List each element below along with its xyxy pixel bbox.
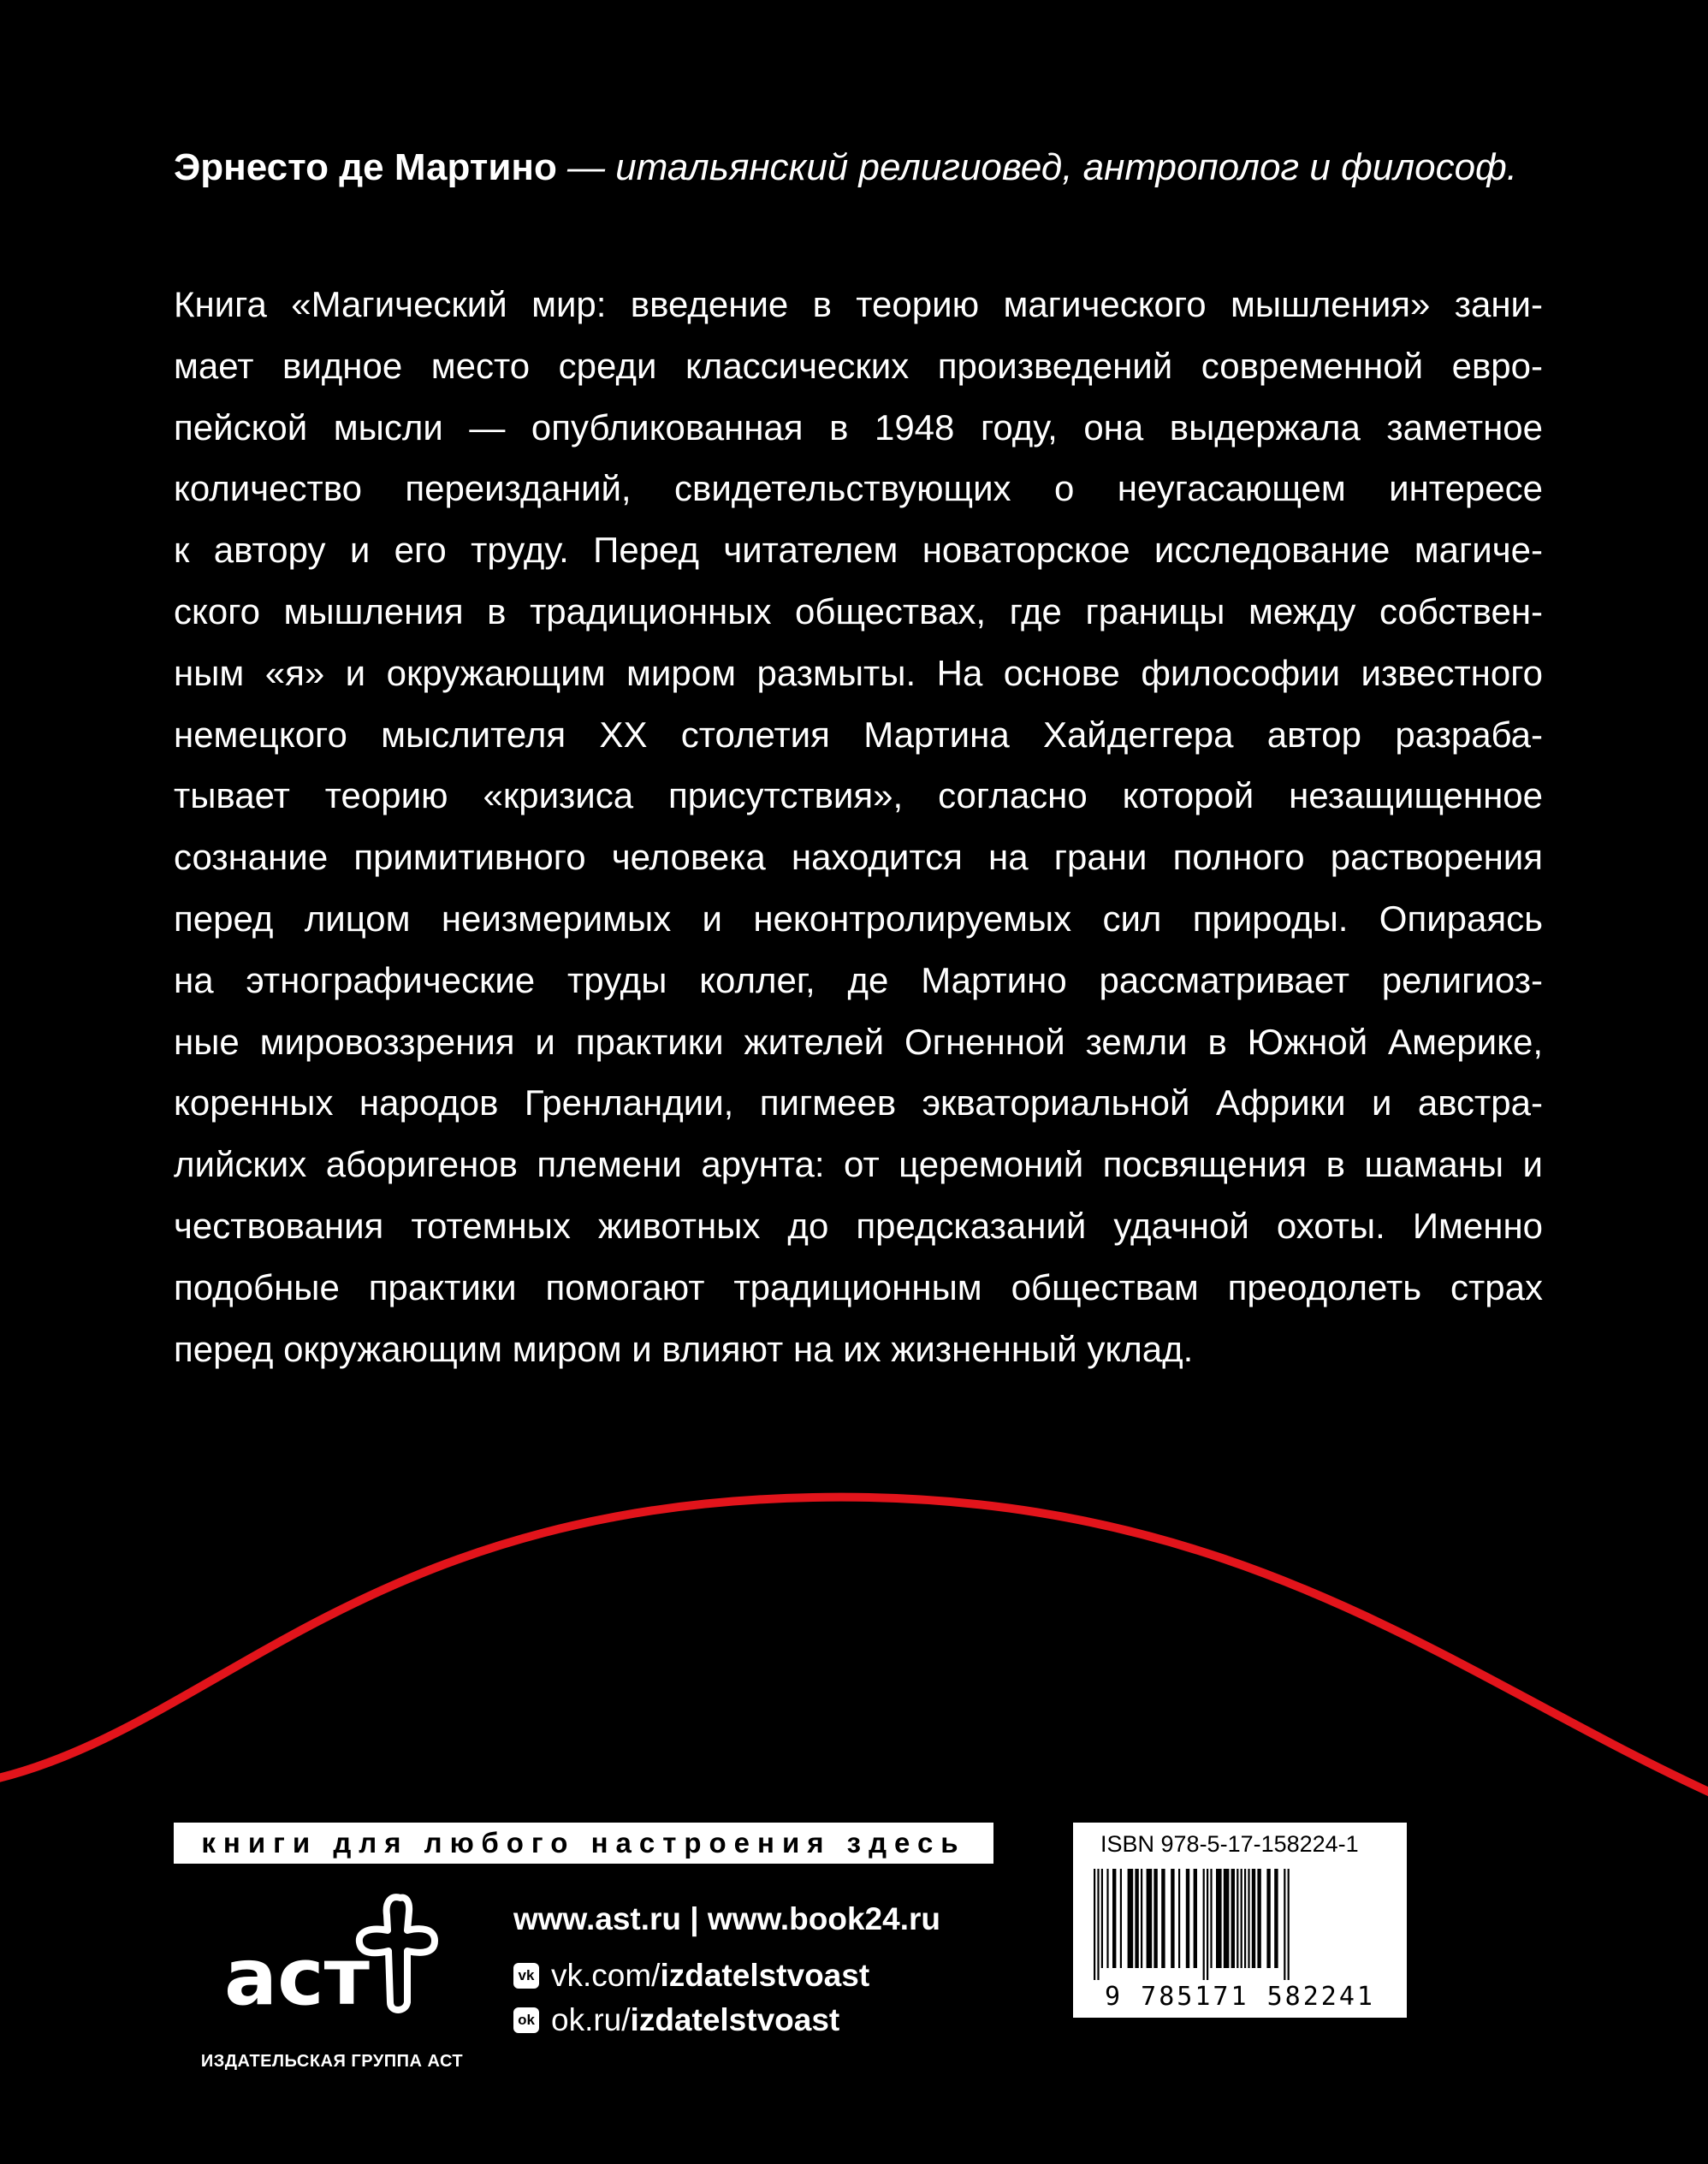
vk-link-handle: izdatelstvoast (660, 1958, 870, 1993)
description-line: ным «я» и окружающим миром размыты. На основе философии известного (174, 652, 1543, 693)
red-wave-decoration (0, 1455, 1708, 1797)
description-line: коренных народов Гренландии, пигмеев экваториальной Африки и австра- (174, 1082, 1543, 1124)
isbn-label: ISBN 978-5-17-158224-1 (1100, 1831, 1359, 1857)
description-line: количество переизданий, свидетельствующих о неугасающем интересе (174, 468, 1543, 509)
barcode-bar (1257, 1869, 1260, 1968)
publisher-imprint: ИЗДАТЕЛЬСКАЯ ГРУППА АСТ (200, 2052, 464, 2071)
description-line: тывает теорию «кризиса присутствия», согласно которой незащищенное (174, 775, 1543, 816)
barcode-bar (1231, 1869, 1235, 1968)
barcode-bar (1147, 1869, 1153, 1968)
ok-link[interactable] (513, 2002, 839, 2038)
odnoklassniki-icon: ok (513, 2007, 539, 2033)
slogan-bar: книги для любого настроения здесь (174, 1823, 993, 1864)
description-line: ные мировоззрения и практики жителей Огненной земли в Южной Америке, (174, 1021, 1543, 1062)
description-line: пейской мысли — опубликованная в 1948 году, она выдержала заметное (174, 406, 1543, 448)
barcode-bar (1153, 1869, 1157, 1968)
barcode-bar (1135, 1869, 1138, 1968)
barcode-bar (1097, 1869, 1099, 1980)
barcode-bar (1178, 1869, 1180, 1968)
barcode-bar (1194, 1869, 1197, 1968)
barcode-bar (1094, 1869, 1095, 1980)
ok-link-prefix: ok.ru/ (551, 2002, 631, 2037)
website-links[interactable]: www.ast.ru | www.book24.ru (513, 1901, 940, 1936)
author-line (174, 137, 1543, 199)
description-line: на этнографические труды коллег, де Мартино рассматривает религиоз- (174, 959, 1543, 1000)
barcode-bar (1266, 1869, 1270, 1968)
book-description (174, 274, 1543, 1379)
barcode (1090, 1869, 1390, 1980)
description-line: перед лицом неизмеримых и неконтролируемых сил природы. Опираясь (174, 898, 1543, 939)
ok-link-handle: izdatelstvoast (630, 2002, 840, 2037)
barcode-bar (1288, 1869, 1290, 1980)
description-line: сознание примитивного человека находится на грани полного растворения (174, 837, 1543, 878)
vk-link-prefix: vk.com/ (551, 1958, 661, 1993)
barcode-bar (1161, 1869, 1165, 1968)
vk-link[interactable] (513, 1958, 869, 1994)
barcode-bar (1120, 1869, 1122, 1968)
description-line: чествования тотемных животных до предсказаний удачной охоты. Именно (174, 1205, 1543, 1246)
description-line: подобные практики помогают традиционным обществам преодолеть страх (174, 1266, 1543, 1307)
description-line: к автору и его труду. Перед читателем новаторское исследование магиче- (174, 530, 1543, 571)
barcode-bar (1101, 1869, 1103, 1968)
author-description: — итальянский религиовед, антрополог и философ. (556, 146, 1518, 188)
description-line: мает видное место среди классических произведений современной евро- (174, 345, 1543, 386)
barcode-bar (1128, 1869, 1134, 1968)
barcode-bar (1216, 1869, 1222, 1968)
description-line: лийских аборигенов племени арунта: от церемоний посвящения в шаманы и (174, 1144, 1543, 1185)
barcode-bar (1284, 1869, 1285, 1980)
description-line: Книга «Магический мир: введение в теорию магического мышления» зани- (174, 284, 1543, 324)
barcode-bar (1207, 1869, 1208, 1980)
description-line: ского мышления в традиционных обществах, где границы между собствен- (174, 590, 1543, 631)
author-name: Эрнесто де Мартино (174, 146, 557, 188)
barcode-box (1073, 1823, 1407, 2018)
description-line: немецкого мыслителя XX столетия Мартина Хайдеггера автор разраба- (174, 714, 1543, 755)
barcode-bar (1248, 1869, 1249, 1968)
barcode-bar (1237, 1869, 1238, 1968)
vk-icon: vk (513, 1963, 539, 1989)
barcode-bar (1171, 1869, 1174, 1968)
barcode-digits: 9 785171 582241 (1105, 1982, 1375, 2012)
ast-logo-text: аст (224, 1931, 370, 2023)
ast-logo (214, 1882, 454, 2028)
barcode-bar (1210, 1869, 1212, 1968)
barcode-bar (1244, 1869, 1246, 1968)
barcode-bar (1112, 1869, 1116, 1968)
barcode-bar (1224, 1869, 1230, 1968)
barcode-bar (1203, 1869, 1205, 1980)
barcode-bar (1274, 1869, 1278, 1968)
barcode-bar (1106, 1869, 1108, 1968)
barcode-bar (1186, 1869, 1189, 1968)
description-line: перед окружающим миром и влияют на их жизненный уклад. (174, 1328, 1194, 1369)
barcode-bar (1141, 1869, 1142, 1968)
barcode-bar (1241, 1869, 1242, 1968)
barcode-bar (1252, 1869, 1255, 1968)
